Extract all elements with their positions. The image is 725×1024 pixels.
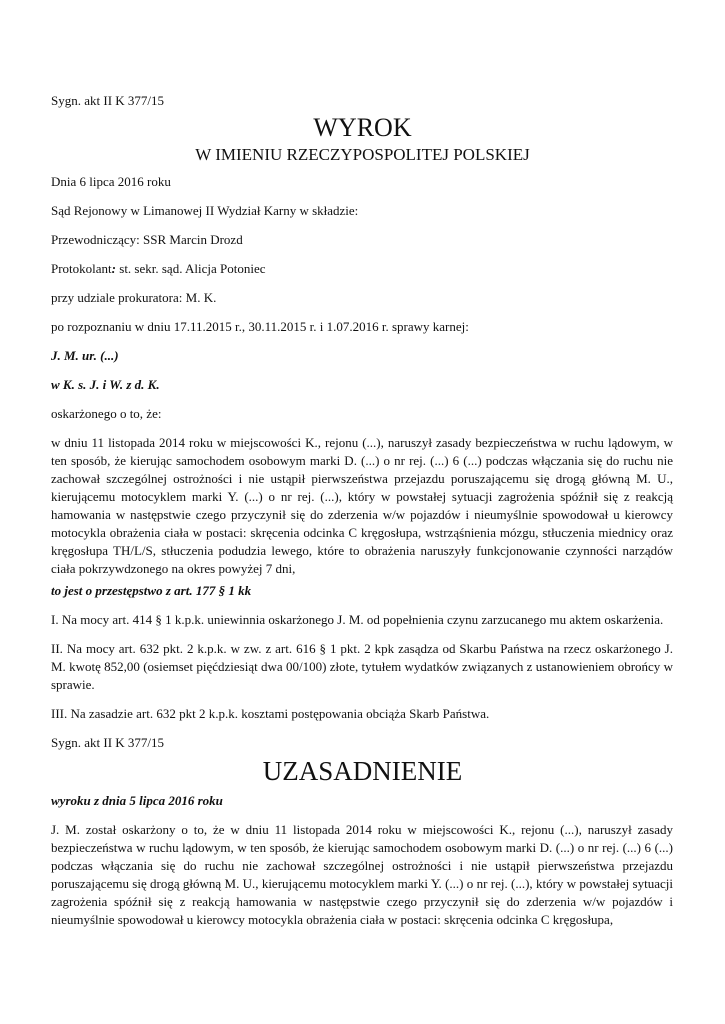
defendant-parents: w K. s. J. i W. z d. K. (51, 377, 160, 392)
clerk-label: Protokolant (51, 261, 112, 276)
case-number: Sygn. akt II K 377/15 (51, 93, 165, 108)
justification-case-number: Sygn. akt II K 377/15 (51, 735, 165, 750)
justification-subtitle: wyroku z dnia 5 lipca 2016 roku (51, 793, 223, 808)
verdict-subtitle: W IMIENIU RZECZYPOSPOLITEJ POLSKIEJ (195, 145, 530, 164)
hearing-dates: po rozpoznaniu w dniu 17.11.2015 r., 30.11.2015 r. i 1.07.2016 r. sprawy karnej: (51, 319, 469, 334)
verdict-title: WYROK (313, 113, 412, 142)
verdict-item-3: III. Na zasadzie art. 632 pkt 2 k.p.k. kosztami postępowania obciąża Skarb Państwa. (51, 706, 490, 721)
court-clerk (51, 260, 673, 278)
accused-intro: oskarżonego o to, że: (51, 406, 162, 421)
charge-qualification: to jest o przestępstwo z art. 177 § 1 kk (51, 583, 252, 598)
clerk-colon: : (111, 261, 117, 276)
verdict-item-1: I. Na mocy art. 414 § 1 k.p.k. uniewinnia oskarżonego J. M. od popełnienia czynu zarzucanego mu aktem oskarżenia. (51, 612, 664, 627)
verdict-date: Dnia 6 lipca 2016 roku (51, 174, 171, 189)
charge-description: w dniu 11 listopada 2014 roku w miejscowości K., rejonu (...), naruszył zasady bezpieczeństwa w ruchu lądowym, w ten sposób, że kierując samochodem osobowym marki D. (...) o nr rej. (...) 6 (...) podczas włączania się do ruchu nie zachował szczególnej ostrożności i nie ustąpił pierwszeństwa przejazdu poruszającemu się drogą główną M. U., kierującemu motocyklem marki Y. (...) o nr rej. (...), który w powstałej sytuacji zagrożenia spóźnił się z reakcją hamowania w następstwie czego przyczynił się do zderzenia w/w pojazdów i nieumyślnie spowodował u kierowcy motocykla obrażenia ciała w postaci: skręcenia odcinka C kręgosłupa, wstrząśnienia mózgu, stłuczenia miednicy oraz kręgosłupa TH/L/S, stłuczenia podudzia lewego, które to obrażenia naruszyły funkcjonowanie czynności narządów ciała pokrzywdzonego na okres powyżej 7 dni, (51, 435, 673, 576)
defendant-name: J. M. ur. (...) (51, 348, 119, 363)
clerk-name: st. sekr. sąd. Alicja Potoniec (116, 261, 266, 276)
justification-text: J. M. został oskarżony o to, że w dniu 11 listopada 2014 roku w miejscowości K., rejonu (...), naruszył zasady bezpieczeństwa w ruchu lądowym, w ten sposób, że kierując samochodem osobowym marki D. (...) o nr rej. (...) 6 (...) podczas włączania się do ruchu nie zachował szczególnej ostrożności i nie ustąpił pierwszeństwa przejazdu poruszającemu się drogą główną M. U., kierującemu motocyklem marki Y. (...) o nr rej. (...), który w powstałej sytuacji zagrożenia spóźnił się z reakcją hamowania w następstwie czego przyczynił się do zderzenia w/w pojazdów i nieumyślnie spowodował u kierowcy motocykla obrażenia ciała w postaci: skręcenia odcinka C kręgosłupa, (51, 822, 673, 927)
verdict-item-2: II. Na mocy art. 632 pkt. 2 k.p.k. w zw. z art. 616 § 1 pkt. 2 kpk zasądza od Skarbu Państwa na rzecz oskarżonego J. M. kwotę 852,00 (osiemset pięćdziesiąt dwa 00/100) złote, tytułem wydatków związanych z ustanowieniem obrońcy w sprawie. (51, 641, 673, 692)
court-composition: Sąd Rejonowy w Limanowej II Wydział Karny w składzie: (51, 203, 359, 218)
prosecutor: przy udziale prokuratora: M. K. (51, 290, 217, 305)
justification-title: UZASADNIENIE (262, 756, 463, 786)
presiding-judge: Przewodniczący: SSR Marcin Drozd (51, 232, 243, 247)
